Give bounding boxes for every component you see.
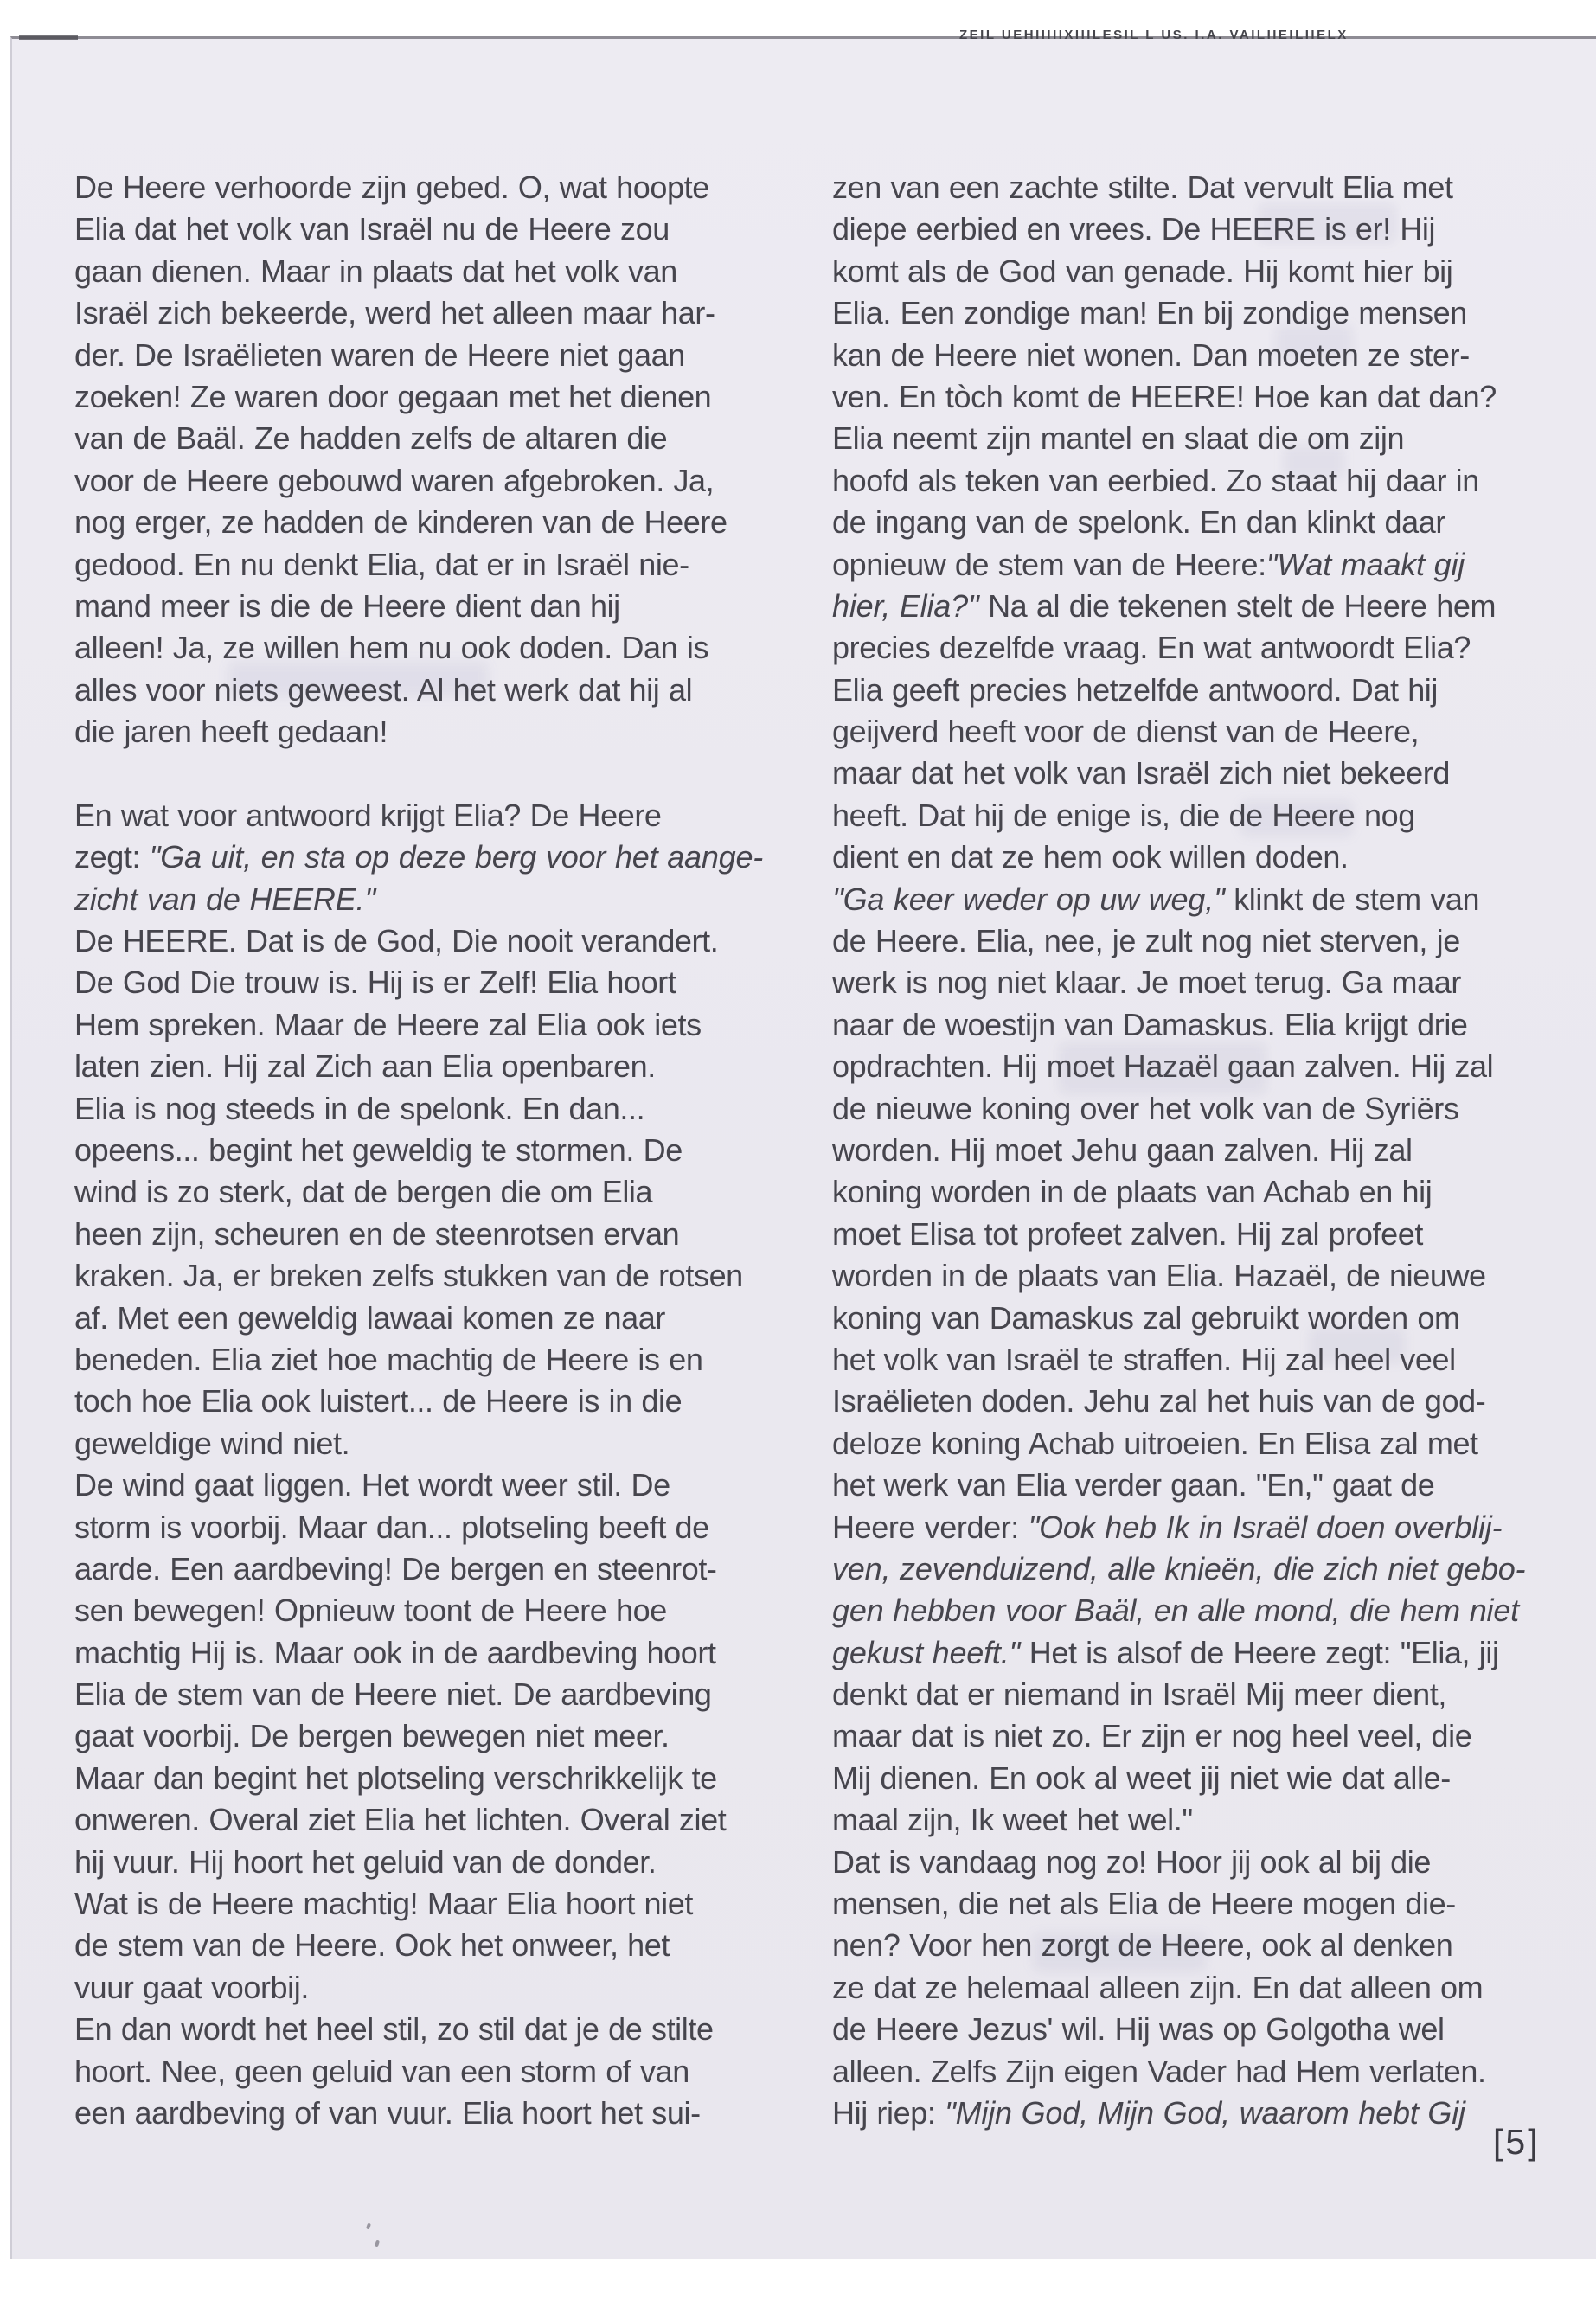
text-line: [74, 1632, 775, 1674]
quote-text-run: hier, Elia?": [832, 587, 979, 624]
text-run: nen? Voor hen zorgt de Heere, ook al denken: [832, 1927, 1453, 1964]
text-run: van de Baäl. Ze hadden zelfs de altaren die: [74, 420, 668, 457]
text-run: ze dat ze helemaal alleen zijn. En dat alleen om: [832, 1969, 1484, 2005]
text-line: [74, 1674, 775, 1715]
text-line: [832, 627, 1533, 669]
text-run: die jaren heeft gedaan!: [74, 714, 388, 750]
text-line: [832, 1715, 1533, 1757]
text-line: [832, 1339, 1533, 1381]
text-run: denkt dat er niemand in Israël Mij meer dient,: [832, 1676, 1446, 1713]
text-line: [74, 418, 775, 459]
text-line: [74, 2093, 775, 2134]
text-run: maal zijn, Ik weet het wel.": [832, 1802, 1193, 1838]
text-run: kraken. Ja, er breken zelfs stukken van de rotsen: [74, 1258, 743, 1294]
text-line: [832, 1632, 1533, 1674]
text-run: Israël zich bekeerde, werd het alleen maar har-: [74, 295, 715, 331]
text-run: Elia is nog steeds in de spelonk. En dan...: [74, 1090, 645, 1126]
text-line: [74, 1171, 775, 1213]
text-line: [74, 795, 775, 836]
text-line: [832, 1171, 1533, 1213]
text-line: [74, 1715, 775, 1757]
text-line: [832, 460, 1533, 502]
text-run: dient en dat ze hem ook willen doden.: [832, 839, 1349, 875]
text-line: [74, 460, 775, 502]
text-line: [74, 167, 775, 208]
text-line: [832, 251, 1533, 292]
dust-speck: [366, 2223, 371, 2230]
text-run: voor de Heere gebouwd waren afgebroken. Ja,: [74, 462, 715, 498]
text-line: [74, 292, 775, 334]
text-run: Maar dan begint het plotseling verschrikkelijk te: [74, 1759, 717, 1796]
text-run: af. Met een geweldig lawaai komen ze naar: [74, 1299, 666, 1336]
text-line: [74, 627, 775, 669]
text-line: [832, 1381, 1533, 1422]
text-line: [74, 2051, 775, 2093]
text-run: Het is alsof de Heere zegt: "Elia, jij: [1020, 1634, 1499, 1670]
text-run: Elia dat het volk van Israël nu de Heere zou: [74, 211, 670, 247]
text-run: De wind gaat liggen. Het wordt weer stil. De: [74, 1467, 670, 1503]
text-run: sen bewegen! Opnieuw toont de Heere hoe: [74, 1593, 667, 1629]
quote-text-run: "Ga uit, en sta op deze berg voor het aange-: [149, 839, 764, 875]
text-run: aarde. Een aardbeving! De bergen en steenrot-: [74, 1550, 717, 1586]
text-line: [74, 1548, 775, 1590]
text-run: laten zien. Hij zal Zich aan Elia openbaren.: [74, 1048, 656, 1085]
text-run: opeens... begint het geweldig te stormen. De: [74, 1131, 683, 1168]
text-line: [832, 1967, 1533, 2009]
text-line: [74, 1004, 775, 1046]
text-line: [832, 2009, 1533, 2050]
text-line: [832, 1758, 1533, 1799]
text-run: hoofd als teken van eerbied. Zo staat hij daar in: [832, 462, 1479, 498]
text-line: [74, 1758, 775, 1799]
text-line: [74, 2009, 775, 2050]
text-line: [74, 1088, 775, 1130]
page-number: [5]: [1493, 2122, 1541, 2162]
text-line: [832, 962, 1533, 1003]
text-line: [832, 836, 1533, 878]
text-run: koning van Damaskus zal gebruikt worden om: [832, 1299, 1460, 1336]
quote-text-run: gekust heeft.": [832, 1634, 1021, 1670]
text-run: gedood. En nu denkt Elia, dat er in Israël nie-: [74, 546, 689, 582]
text-run: Mij dienen. En ook al weet jij niet wie dat alle-: [832, 1759, 1451, 1796]
text-line: [832, 292, 1533, 334]
text-line: [74, 1883, 775, 1925]
text-line: [74, 670, 775, 711]
text-run: kan de Heere niet wonen. Dan moeten ze ster-: [832, 336, 1470, 373]
text-line: [832, 795, 1533, 836]
text-line: [74, 376, 775, 418]
text-line: [74, 335, 775, 376]
text-run: Hij riep:: [832, 2094, 945, 2131]
text-line: [832, 1088, 1533, 1130]
text-line: [832, 2093, 1533, 2134]
text-run: deloze koning Achab uitroeien. En Elisa zal met: [832, 1425, 1478, 1461]
text-run: der. De Israëlieten waren de Heere niet gaan: [74, 336, 685, 373]
text-run: de nieuwe koning over het volk van de Syriërs: [832, 1090, 1459, 1126]
text-run: Hem spreken. Maar de Heere zal Elia ook iets: [74, 1006, 702, 1042]
text-line: [74, 1381, 775, 1422]
text-line: [832, 208, 1533, 250]
text-line: [832, 1046, 1533, 1087]
text-line: [74, 544, 775, 586]
text-line: [74, 1130, 775, 1171]
text-run: vuur gaat voorbij.: [74, 1969, 309, 2005]
text-line: [74, 879, 775, 920]
text-run: alles voor niets geweest. Al het werk dat hij al: [74, 671, 693, 708]
text-run: naar de woestijn van Damaskus. Elia krijgt drie: [832, 1006, 1468, 1042]
text-line: [832, 544, 1533, 586]
text-line: [74, 1799, 775, 1841]
text-run: heen zijn, scheuren en de steenrotsen ervan: [74, 1215, 680, 1252]
text-run: worden. Hij moet Jehu gaan zalven. Hij zal: [832, 1131, 1413, 1168]
text-run: de Heere Jezus' wil. Hij was op Golgotha wel: [832, 2011, 1445, 2048]
text-run: beneden. Elia ziet hoe machtig de Heere is en: [74, 1341, 703, 1377]
text-line: [74, 1214, 775, 1255]
text-line: [74, 502, 775, 543]
text-run: Israëlieten doden. Jehu zal het huis van de god-: [832, 1383, 1486, 1420]
text-run: alleen! Ja, ze willen hem nu ook doden. Dan is: [74, 630, 709, 666]
text-run: En dan wordt het heel stil, zo stil dat je de stilte: [74, 2011, 714, 2048]
text-line: [74, 836, 775, 878]
quote-text-run: "Wat maakt gij: [1266, 546, 1465, 582]
text-run: komt als de God van genade. Hij komt hier bij: [832, 253, 1453, 289]
text-line: [832, 586, 1533, 627]
text-line: [74, 1842, 775, 1883]
text-line: [74, 251, 775, 292]
text-line: [74, 586, 775, 627]
text-line: [832, 2051, 1533, 2093]
text-run: Elia de stem van de Heere niet. De aardbeving: [74, 1676, 712, 1713]
text-run: gaan dienen. Maar in plaats dat het volk van: [74, 253, 677, 289]
text-line: [832, 1423, 1533, 1465]
text-line: [832, 879, 1533, 920]
text-run: alleen. Zelfs Zijn eigen Vader had Hem verlaten.: [832, 2053, 1486, 2089]
text-run: diepe eerbied en vrees. De HEERE is er! Hij: [832, 211, 1436, 247]
text-line: [74, 711, 775, 753]
quote-text-run: zicht van de HEERE.": [74, 881, 375, 917]
text-line: [832, 1674, 1533, 1715]
text-run: mand meer is die de Heere dient dan hij: [74, 587, 620, 624]
text-line: [832, 1298, 1533, 1339]
text-line: [74, 1423, 775, 1465]
text-run: Elia geeft precies hetzelfde antwoord. Dat hij: [832, 671, 1439, 708]
text-run: ven. En tòch komt de HEERE! Hoe kan dat dan?: [832, 378, 1497, 414]
text-line: [832, 753, 1533, 794]
text-run: zegt:: [74, 839, 150, 875]
text-line: [832, 167, 1533, 208]
text-run: hij vuur. Hij hoort het geluid van de donder.: [74, 1843, 657, 1880]
text-run: storm is voorbij. Maar dan... plotseling beeft de: [74, 1509, 709, 1545]
text-line: [832, 502, 1533, 543]
text-run: geweldige wind niet.: [74, 1425, 350, 1461]
quote-text-run: gen hebben voor Baäl, en alle mond, die hem niet: [832, 1593, 1519, 1629]
text-run: opnieuw de stem van de Heere:: [832, 546, 1266, 582]
text-run: moet Elisa tot profeet zalven. Hij zal profeet: [832, 1215, 1423, 1252]
text-run: worden in de plaats van Elia. Hazaël, de nieuwe: [832, 1258, 1486, 1294]
text-run: toch hoe Elia ook luistert... de Heere is in die: [74, 1383, 683, 1420]
text-line: [832, 711, 1533, 753]
text-line: [832, 670, 1533, 711]
text-run: het volk van Israël te straffen. Hij zal heel veel: [832, 1341, 1456, 1377]
text-line: [74, 1465, 775, 1506]
text-run: een aardbeving of van vuur. Elia hoort het sui-: [74, 2094, 701, 2131]
text-run: machtig Hij is. Maar ook in de aardbeving hoort: [74, 1634, 716, 1670]
blank-line: [74, 753, 775, 794]
text-line: [832, 1590, 1533, 1631]
quote-text-run: ven, zevenduizend, alle knieën, die zich niet gebo-: [832, 1550, 1526, 1586]
text-run: wind is zo sterk, dat de bergen die om Elia: [74, 1174, 653, 1210]
text-line: [832, 376, 1533, 418]
text-line: [832, 1507, 1533, 1548]
text-run: mensen, die net als Elia de Heere mogen die-: [832, 1886, 1456, 1922]
text-line: [74, 208, 775, 250]
page-edge-notch: [19, 35, 78, 40]
text-line: [74, 962, 775, 1003]
text-run: de stem van de Heere. Ook het onweer, het: [74, 1927, 670, 1964]
text-run: koning worden in de plaats van Achab en hij: [832, 1174, 1433, 1210]
text-run: het werk van Elia verder gaan. "En," gaat de: [832, 1467, 1435, 1503]
dust-speck: [375, 2240, 380, 2247]
text-run: Wat is de Heere machtig! Maar Elia hoort niet: [74, 1886, 693, 1922]
text-run: maar dat het volk van Israël zich niet bekeerd: [832, 755, 1450, 792]
text-line: [74, 1298, 775, 1339]
text-line: [74, 1967, 775, 2009]
text-run: maar dat is niet zo. Er zijn er nog heel veel, die: [832, 1718, 1472, 1754]
text-run: Heere verder:: [832, 1509, 1029, 1545]
text-run: geijverd heeft voor de dienst van de Heere,: [832, 714, 1420, 750]
text-run: nog erger, ze hadden de kinderen van de Heere: [74, 504, 727, 541]
left-text-column: [74, 167, 775, 2134]
text-line: [832, 1925, 1533, 1966]
text-line: [832, 1842, 1533, 1883]
text-line: [74, 1507, 775, 1548]
text-line: [832, 1214, 1533, 1255]
text-run: precies dezelfde vraag. En wat antwoordt Elia?: [832, 630, 1471, 666]
text-run: zen van een zachte stilte. Dat vervult Elia met: [832, 170, 1453, 205]
text-line: [74, 1046, 775, 1087]
cropped-top-edge-text: ZEIL UEHIIIIIXIIILESIL L US. I.A. VAILIIEILIIELX: [959, 28, 1349, 42]
text-run: hoort. Nee, geen geluid van een storm of van: [74, 2053, 689, 2089]
text-run: De HEERE. Dat is de God, Die nooit verandert.: [74, 923, 719, 959]
text-line: [832, 418, 1533, 459]
text-run: Elia neemt zijn mantel en slaat die om zijn: [832, 420, 1405, 457]
text-run: zoeken! Ze waren door gegaan met het dienen: [74, 378, 712, 414]
text-run: onweren. Overal ziet Elia het lichten. Overal ziet: [74, 1802, 727, 1838]
text-line: [832, 1799, 1533, 1841]
text-run: Elia. Een zondige man! En bij zondige mensen: [832, 295, 1467, 331]
text-run: opdrachten. Hij moet Hazaël gaan zalven. Hij zal: [832, 1048, 1494, 1085]
quote-text-run: "Ga keer weder op uw weg,": [832, 881, 1225, 917]
text-line: [74, 1925, 775, 1966]
text-line: [832, 1465, 1533, 1506]
text-line: [832, 1255, 1533, 1297]
text-run: de Heere. Elia, nee, je zult nog niet sterven, je: [832, 923, 1460, 959]
text-run: klinkt de stem van: [1224, 881, 1480, 917]
text-run: En wat voor antwoord krijgt Elia? De Heere: [74, 797, 662, 833]
text-line: [832, 1130, 1533, 1171]
text-line: [74, 1339, 775, 1381]
text-line: [74, 1590, 775, 1631]
right-text-column: [832, 167, 1533, 2134]
text-line: [74, 920, 775, 962]
text-line: [832, 1548, 1533, 1590]
text-run: De Heere verhoorde zijn gebed. O, wat hoopte: [74, 170, 709, 205]
text-run: gaat voorbij. De bergen bewegen niet meer.: [74, 1718, 670, 1754]
text-line: [832, 1883, 1533, 1925]
quote-text-run: "Mijn God, Mijn God, waarom hebt Gij: [945, 2094, 1465, 2131]
text-line: [74, 1255, 775, 1297]
quote-text-run: "Ook heb Ik in Israël doen overblij-: [1028, 1509, 1503, 1545]
text-run: Na al die tekenen stelt de Heere hem: [978, 587, 1497, 624]
text-line: [832, 920, 1533, 962]
text-run: De God Die trouw is. Hij is er Zelf! Elia hoort: [74, 965, 676, 1001]
text-run: de ingang van de spelonk. En dan klinkt daar: [832, 504, 1445, 541]
magazine-page: [10, 28, 1596, 2259]
text-run: heeft. Dat hij de enige is, die de Heere nog: [832, 797, 1415, 833]
text-run: Dat is vandaag nog zo! Hoor jij ook al bij die: [832, 1843, 1432, 1880]
text-run: werk is nog niet klaar. Je moet terug. Ga maar: [832, 965, 1461, 1001]
text-line: [832, 1004, 1533, 1046]
text-line: [832, 335, 1533, 376]
